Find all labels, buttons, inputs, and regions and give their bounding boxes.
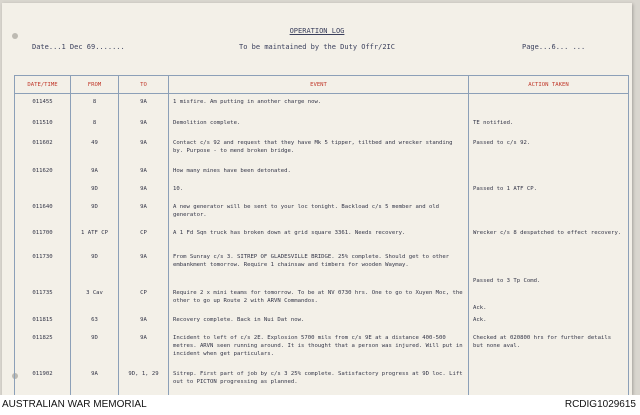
cell-action: Passed to c/s 92. xyxy=(469,135,629,163)
cell-action xyxy=(469,366,629,396)
cell-action: Checked at 020800 hrs for further details but none aval. xyxy=(469,330,629,366)
column-header-from: FROM xyxy=(71,76,119,94)
cell-to: CP xyxy=(119,285,169,312)
operation-log-table xyxy=(14,75,629,396)
cell-from: 49 xyxy=(71,135,119,163)
table-row xyxy=(15,94,629,115)
cell-action xyxy=(469,94,629,115)
cell-from: 9D xyxy=(71,330,119,366)
table-row xyxy=(15,366,629,396)
table-row xyxy=(15,181,629,199)
cell-action: Passed to 3 Tp Comd. xyxy=(469,249,629,285)
cell-event: Demolition complete. xyxy=(169,115,469,135)
cell-to: 9A xyxy=(119,312,169,330)
cell-action: TE notified. xyxy=(469,115,629,135)
cell-event: Recovery complete. Back in Nui Dat now. xyxy=(169,312,469,330)
cell-time: 011902 xyxy=(15,366,71,396)
log-sheet xyxy=(2,3,632,395)
cell-event: A 1 Fd Sqn truck has broken down at grid square 3361. Needs recovery. xyxy=(169,225,469,249)
column-header-event: EVENT xyxy=(169,76,469,94)
cell-from: 8 xyxy=(71,94,119,115)
date-field: Date...1 Dec 69....... xyxy=(32,43,125,51)
cell-action: Wrecker c/s 8 despatched to effect recovery. xyxy=(469,225,629,249)
cell-time xyxy=(15,181,71,199)
column-header-to: TO xyxy=(119,76,169,94)
cell-event: A new generator will be sent to your loc tonight. Backload c/s 5 member and old generator. xyxy=(169,199,469,225)
cell-time: 011735 xyxy=(15,285,71,312)
cell-from: 9A xyxy=(71,366,119,396)
cell-action: Ack. xyxy=(469,285,629,312)
table-row xyxy=(15,249,629,285)
cell-from: 1 ATF CP xyxy=(71,225,119,249)
cell-action xyxy=(469,163,629,181)
cell-from: 63 xyxy=(71,312,119,330)
cell-action: Passed to 1 ATF CP. xyxy=(469,181,629,199)
column-header-action: ACTION TAKEN xyxy=(469,76,629,94)
table-row xyxy=(15,115,629,135)
cell-to: 9A xyxy=(119,199,169,225)
cell-event: Require 2 x mini teams for tomorrow. To be at NV 0730 hrs. One to go to Xuyen Moc, the other to go up Route 2 with ARVN Commandos. xyxy=(169,285,469,312)
document-title: OPERATION LOG xyxy=(289,27,345,35)
cell-event: How many mines have been detonated. xyxy=(169,163,469,181)
cell-event: From Sunray c/s 3. SITREP OF GLADESVILLE BRIDGE. 25% complete. Should get to other embankment tomorrow. Require 1 chainsaw and timbers for wooden Waymay. xyxy=(169,249,469,285)
cell-time: 011815 xyxy=(15,312,71,330)
cell-from: 9D xyxy=(71,181,119,199)
cell-from: 9D xyxy=(71,199,119,225)
cell-from: 8 xyxy=(71,115,119,135)
cell-time: 011730 xyxy=(15,249,71,285)
archive-id: RCDIG1029615 xyxy=(564,399,636,410)
cell-event: 1 misfire. Am putting in another charge now. xyxy=(169,94,469,115)
table-row xyxy=(15,199,629,225)
document-subtitle: To be maintained by the Duty Offr/2IC xyxy=(239,43,395,51)
cell-to: 9A xyxy=(119,94,169,115)
cell-to: 9A xyxy=(119,115,169,135)
table-row xyxy=(15,135,629,163)
cell-time: 011455 xyxy=(15,94,71,115)
cell-event: Contact c/s 92 and request that they have Mk 5 tipper, tiltbed and wrecker standing by. Purpose - to mend broken bridge. xyxy=(169,135,469,163)
cell-to: 9A xyxy=(119,249,169,285)
cell-from: 9A xyxy=(71,163,119,181)
cell-time: 011640 xyxy=(15,199,71,225)
archive-footer xyxy=(0,395,640,415)
cell-from: 9D xyxy=(71,249,119,285)
table-row xyxy=(15,225,629,249)
cell-event: Incident to left of c/s 2E. Explosion 5700 mils from c/s 9E at a distance 400-500 metres. ARVN seen running around. It is thought that a person was injured. Will put in incident when get particulars. xyxy=(169,330,469,366)
cell-from: 3 Cav xyxy=(71,285,119,312)
cell-time: 011700 xyxy=(15,225,71,249)
table-row xyxy=(15,163,629,181)
cell-to: 9A xyxy=(119,135,169,163)
cell-time: 011602 xyxy=(15,135,71,163)
cell-time: 011510 xyxy=(15,115,71,135)
cell-to: 9A xyxy=(119,181,169,199)
table-row xyxy=(15,312,629,330)
cell-action: Ack. xyxy=(469,312,629,330)
cell-to: 9A xyxy=(119,163,169,181)
cell-time: 011825 xyxy=(15,330,71,366)
archive-name: AUSTRALIAN WAR MEMORIAL xyxy=(2,399,147,410)
cell-action xyxy=(469,199,629,225)
cell-time: 011620 xyxy=(15,163,71,181)
cell-to: 9D, 1, 29 xyxy=(119,366,169,396)
cell-event: Sitrep. First part of job by c/s 3 25% complete. Satisfactory progress at 9D loc. Lift out to PICTON progressing as planned. xyxy=(169,366,469,396)
cell-to: CP xyxy=(119,225,169,249)
table-row xyxy=(15,330,629,366)
page-field: Page...6... ... xyxy=(522,43,586,51)
table-row xyxy=(15,285,629,312)
cell-event: 10. xyxy=(169,181,469,199)
cell-to: 9A xyxy=(119,330,169,366)
column-header-datetime: DATE/TIME xyxy=(15,76,71,94)
table-header-row xyxy=(15,76,629,94)
